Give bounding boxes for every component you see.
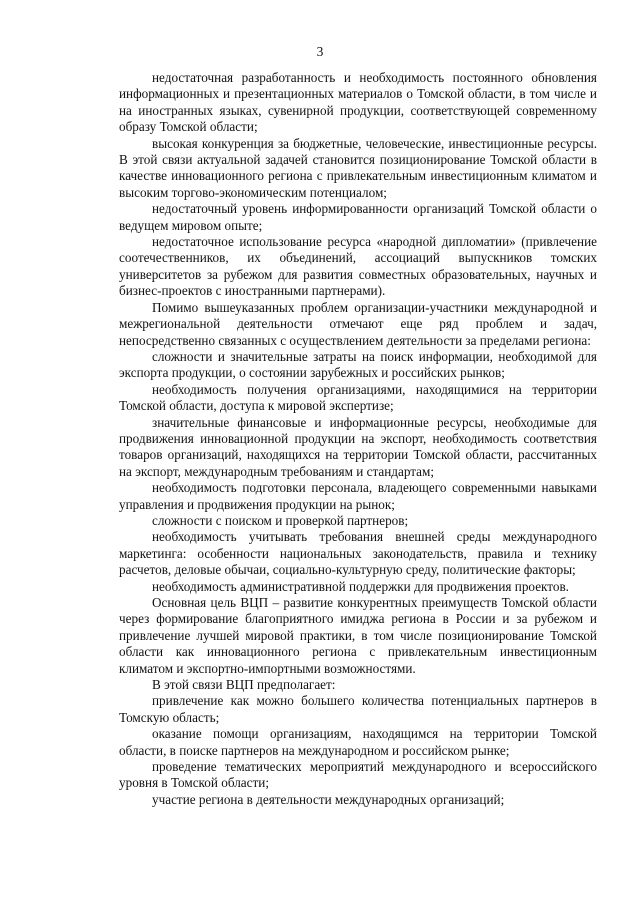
paragraph-1: недостаточная разработанность и необходимость постоянного обновления информационных и презентационных материалов о Томской области, в том числе и на иностранных языках, сувенирной продукции, соответствующей современному образу Томской области;	[119, 70, 597, 135]
paragraph-12: необходимость административной поддержки для продвижения проектов.	[152, 578, 569, 594]
paragraph-3: недостаточный уровень информированности организаций Томской области о ведущем мировом опыте;	[119, 201, 597, 233]
paragraph-15: привлечение как можно большего количества потенциальных партнеров в Томскую область;	[119, 693, 597, 725]
paragraph-7: необходимость получения организациями, находящимися на территории Томской области, доступа к мировой экспертизе;	[119, 381, 597, 414]
paragraph-8: значительные финансовые и информационные ресурсы, необходимые для продвижения инновационной продукции на экспорт, необходимость соответствия товаров организаций, находящихся на территории Томской области, рассчитанных на экспорт, международным требованиям и стандартам;	[119, 414, 597, 479]
paragraph-16: оказание помощи организациям, находящимся на территории Томской области, в поиске партнеров на международном и российском рынке;	[119, 726, 597, 758]
paragraph-9: необходимость подготовки персонала, владеющего современными навыками управления и продвижения продукции на рынок;	[119, 480, 597, 512]
paragraph-14: В этой связи ВЦП предполагает:	[152, 677, 336, 693]
paragraph-11: необходимость учитывать требования внешней среды международного маркетинга: особенности национальных законодательств, правила и технику расчетов, деловые обычаи, социально-культурную среду, политические факторы;	[119, 529, 597, 578]
paragraph-18: участие региона в деятельности международных организаций;	[152, 791, 505, 807]
page-body	[119, 70, 597, 808]
page-number: 3	[316, 44, 324, 59]
paragraph-2: высокая конкуренция за бюджетные, человеческие, инвестиционные ресурсы. В этой связи актуальной задачей становится позиционирование Томской области в качестве инновационного региона с привлекательным инвестиционным климатом и высоким торгово-экономическим потенциалом;	[119, 135, 597, 200]
paragraph-6: сложности и значительные затраты на поиск информации, необходимой для экспорта продукции, о состоянии зарубежных и российских рынков;	[119, 348, 597, 381]
paragraph-4: недостаточное использование ресурса «народной дипломатии» (привлечение соотечественников, их объединений, ассоциаций выпускников томских университетов за рубежом для развития совместных образовательных, научных и бизнес-проектов с иностранными партнерами).	[119, 234, 597, 299]
paragraph-10: сложности с поиском и проверкой партнеров;	[152, 512, 409, 528]
paragraph-13: Основная цель ВЦП – развитие конкурентных преимуществ Томской области через формирование благоприятного имиджа региона в России и за рубежом и привлечение лучшей мировой практики, в том числе позиционирование Томской области как инновационного региона с привлекательным инвестиционным климатом и экспортно-импортными возможностями.	[119, 595, 597, 676]
paragraph-5: Помимо вышеуказанных проблем организации-участники международной и межрегиональной деятельности отмечают еще ряд проблем и задач, непосредственно связанных с осуществлением деятельности за пределами региона:	[119, 299, 597, 348]
paragraph-17: проведение тематических мероприятий международного и всероссийского уровня в Томской области;	[119, 759, 597, 791]
